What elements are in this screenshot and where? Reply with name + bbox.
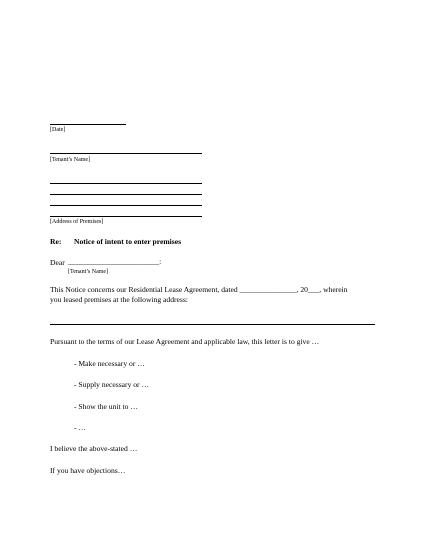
address-line-3 <box>50 205 202 206</box>
address-line-2 <box>50 194 202 195</box>
item-1: - Make necessary or … <box>74 359 145 368</box>
date-label: [Date] <box>50 127 66 133</box>
paragraph-2: Pursuant to the terms of our Lease Agreement and applicable law, this letter is to give … <box>50 337 320 346</box>
salutation-name-label: [Tenant’s Name] <box>68 269 109 275</box>
paragraph-3: I believe the above-stated … <box>50 444 138 453</box>
paragraph-1-line-2: you leased premises at the following address: <box>50 295 188 304</box>
re-prefix: Re: <box>50 237 62 246</box>
paragraph-1-line-1: This Notice concerns our Residential Lease Agreement, dated _______________, 20___, wherein <box>50 285 348 294</box>
re-subject: Notice of intent to enter premises <box>74 237 182 246</box>
address-line-1 <box>50 183 202 184</box>
salutation-blank: ________________________: <box>68 257 162 266</box>
item-4: - … <box>74 423 87 432</box>
item-2: - Supply necessary or … <box>74 380 150 389</box>
address-label: [Address of Premises] <box>50 219 104 225</box>
tenant-name-label: [Tenant’s Name] <box>50 157 91 163</box>
address-line-4 <box>50 216 202 217</box>
date-line <box>50 124 126 125</box>
tenant-name-line <box>50 153 202 154</box>
paragraph-4: If you have objections… <box>50 466 126 475</box>
premises-address-line <box>50 324 375 325</box>
item-3: - Show the unit to … <box>74 402 138 411</box>
salutation-prefix: Dear <box>50 258 65 267</box>
